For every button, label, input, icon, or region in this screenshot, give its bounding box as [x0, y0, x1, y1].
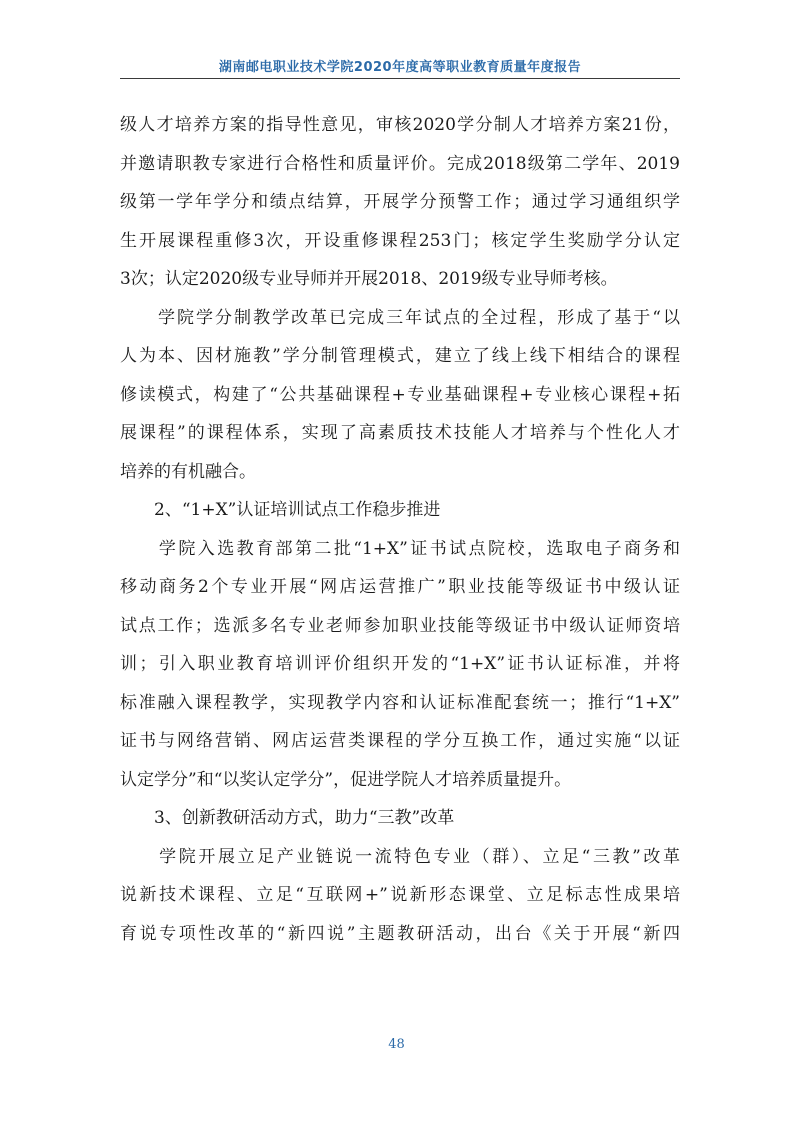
page-number: 48 — [388, 1037, 405, 1052]
section-heading: 2、“1+X”认证培训试点工作稳步推进 — [120, 500, 441, 520]
text-line: 说新技术课程、立足“互联网+”说新形态课堂、立足标志性成果培 — [120, 885, 680, 905]
section-heading: 3、创新教研活动方式，助力“三教”改革 — [120, 808, 455, 828]
text-line: 学院入选教育部第二批“1+X”证书试点院校，选取电子商务和 — [120, 538, 680, 559]
text-line: 移动商务2个专业开展“网店运营推广”职业技能等级证书中级认证 — [120, 577, 680, 597]
text-line: 证书与网络营销、网店运营类课程的学分互换工作，通过实施“以证 — [120, 731, 680, 751]
text-line: 级第一学年学分和绩点结算，开展学分预警工作；通过学习通组织学 — [120, 192, 680, 212]
text-line: 学院学分制教学改革已完成三年试点的全过程，形成了基于“以 — [120, 307, 680, 328]
text-line: 认定学分”和“以奖认定学分”，促进学院人才培养质量提升。 — [120, 769, 572, 790]
text-line: 标准融入课程教学，实现教学内容和认证标准配套统一；推行“1+X” — [120, 692, 680, 713]
body-text — [120, 106, 680, 953]
running-header: 湖南邮电职业技术学院2020年度高等职业教育质量年度报告 — [218, 60, 582, 75]
header-divider — [120, 78, 680, 79]
text-line: 试点工作；选派多名专业老师参加职业技能等级证书中级认证师资培 — [120, 615, 680, 636]
text-line: 育说专项性改革的“新四说”主题教研活动，出台《关于开展“新四 — [120, 923, 680, 944]
text-line: 学院开展立足产业链说一流特色专业（群）、立足“三教”改革 — [120, 846, 680, 867]
text-line: 3次；认定2020级专业导师并开展2018、2019级专业导师考核。 — [120, 269, 618, 289]
text-line: 培养的有机融合。 — [120, 461, 256, 482]
text-line: 人为本、因材施教”学分制管理模式，建立了线上线下相结合的课程 — [120, 346, 680, 366]
text-line: 训；引入职业教育培训评价组织开发的“1+X”证书认证标准，并将 — [120, 654, 680, 674]
text-line: 修读模式，构建了“公共基础课程+专业基础课程+专业核心课程+拓 — [120, 384, 680, 405]
text-line: 级人才培养方案的指导性意见，审核2020学分制人才培养方案21份， — [120, 115, 680, 135]
text-line: 生开展课程重修3次，开设重修课程253门；核定学生奖励学分认定 — [120, 230, 680, 251]
text-line: 并邀请职教专家进行合格性和质量评价。完成2018级第二学年、2019 — [120, 153, 680, 174]
text-line: 展课程”的课程体系，实现了高素质技术技能人才培养与个性化人才 — [120, 423, 680, 443]
